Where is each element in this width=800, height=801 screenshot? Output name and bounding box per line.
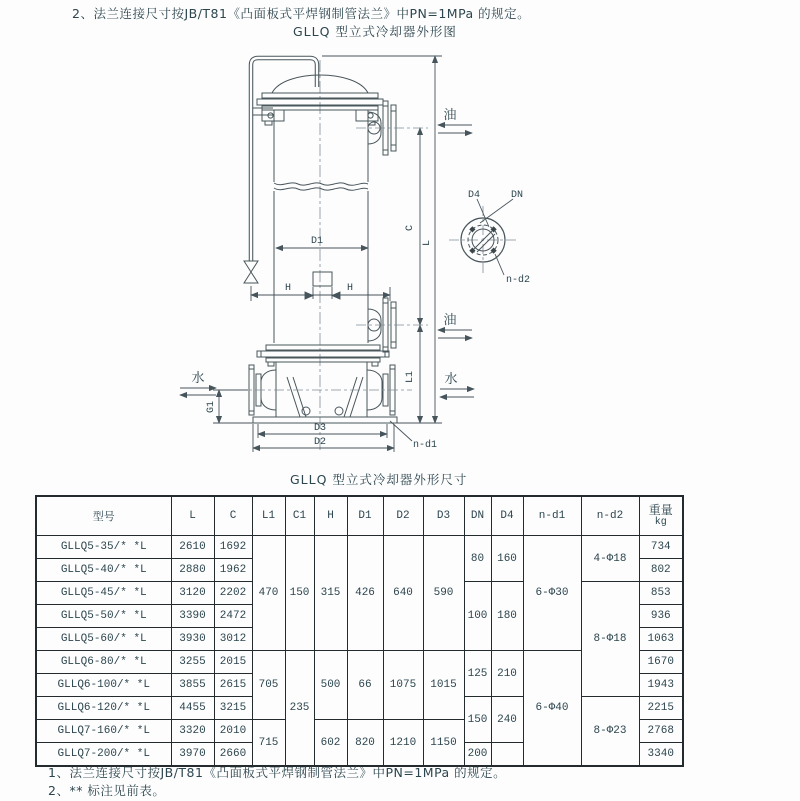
- col-header-DN: DN: [464, 496, 491, 536]
- cell-model: GLLQ6-120/* *L: [36, 697, 171, 720]
- cell-D2: 1210: [383, 720, 423, 767]
- cell-weight: 3340: [639, 743, 683, 767]
- oil-label-top: 油: [443, 108, 457, 123]
- cell-D3: 1015: [423, 651, 464, 720]
- cell-C: 2660: [214, 743, 252, 767]
- dim-l: L: [422, 239, 433, 247]
- table-title: GLLQ 型立式冷却器外形尺寸: [290, 472, 468, 487]
- cell-D4: 180: [491, 582, 523, 651]
- cell-n-d2: 4-Φ18: [581, 536, 639, 582]
- cell-D1: 820: [347, 720, 383, 767]
- cell-n-d1: 6-Φ40: [523, 651, 581, 767]
- cell-L: 2880: [171, 559, 214, 582]
- cell-weight: 2768: [639, 720, 683, 743]
- cell-L: 4455: [171, 697, 214, 720]
- table-row: [36, 536, 683, 559]
- col-header-D1: D1: [347, 496, 383, 536]
- bottom-flange: [257, 345, 389, 366]
- water-label-right: 水: [444, 372, 458, 387]
- cell-H: 500: [314, 651, 347, 720]
- cell-L: 2610: [171, 536, 214, 559]
- cell-model: GLLQ5-50/* *L: [36, 605, 171, 628]
- cell-D4: 210: [491, 651, 523, 697]
- cell-H: 315: [314, 536, 347, 651]
- cell-D4: 160: [491, 536, 523, 582]
- col-header-L: L: [171, 496, 214, 536]
- cell-C: 2015: [214, 651, 252, 674]
- dim-c: C: [405, 224, 416, 232]
- cell-C: 1692: [214, 536, 252, 559]
- cell-D3: 1150: [423, 720, 464, 767]
- cell-weight: 1063: [639, 628, 683, 651]
- cell-model: GLLQ5-35/* *L: [36, 536, 171, 559]
- vent-pipe: [244, 58, 317, 283]
- cell-DN: 100: [464, 582, 491, 651]
- cell-L1: 470: [252, 536, 285, 651]
- col-header-H: H: [314, 496, 347, 536]
- cell-D1: 66: [347, 651, 383, 720]
- cell-DN: 200: [464, 743, 491, 767]
- cell-D2: 640: [383, 536, 423, 651]
- cell-C: 2472: [214, 605, 252, 628]
- cell-weight: 802: [639, 559, 683, 582]
- dim-l1: L1: [405, 370, 416, 384]
- cell-model: GLLQ5-45/* *L: [36, 582, 171, 605]
- cell-model: GLLQ7-160/* *L: [36, 720, 171, 743]
- cell-weight: 734: [639, 536, 683, 559]
- cell-C1: 235: [285, 651, 314, 767]
- water-label-left: 水: [191, 371, 205, 386]
- dim-g1: G1: [206, 400, 217, 414]
- cell-L: 3320: [171, 720, 214, 743]
- cell-weight: 2215: [639, 697, 683, 720]
- col-header-model: 型号: [36, 496, 171, 536]
- dimension-lines: [180, 56, 474, 452]
- oil-label-bottom: 油: [443, 313, 457, 328]
- weight-unit-label: kg: [654, 517, 667, 528]
- support-skirt: [253, 377, 397, 423]
- cell-D2: 1075: [383, 651, 423, 720]
- col-header-D3: D3: [423, 496, 464, 536]
- vessel-shell: [274, 110, 368, 343]
- cell-H: 602: [314, 720, 347, 767]
- dim-d2: D2: [313, 437, 327, 448]
- col-header-n-d2: n-d2: [581, 496, 639, 536]
- cell-model: GLLQ7-200/* *L: [36, 743, 171, 767]
- cell-C: 2615: [214, 674, 252, 697]
- cell-n-d1: 6-Φ30: [523, 536, 581, 651]
- cell-D1: 426: [347, 536, 383, 651]
- col-header-C: C: [214, 496, 252, 536]
- cell-L1: 715: [252, 720, 285, 767]
- cell-C: 2010: [214, 720, 252, 743]
- cell-weight: 853: [639, 582, 683, 605]
- cell-model: GLLQ6-100/* *L: [36, 674, 171, 697]
- flange-detail-view: [449, 199, 517, 275]
- dim-d1: D1: [310, 236, 324, 247]
- dim-h-left: H: [284, 283, 292, 294]
- drain-valve-icon: [244, 261, 258, 283]
- cell-L: 3930: [171, 628, 214, 651]
- cell-model: GLLQ5-60/* *L: [36, 628, 171, 651]
- cell-DN: 80: [464, 536, 491, 582]
- drawing-title: GLLQ 型立式冷却器外形图: [293, 24, 457, 39]
- cell-D3: 590: [423, 536, 464, 651]
- cell-C: 3012: [214, 628, 252, 651]
- cell-n-d2: 8-Φ23: [581, 697, 639, 767]
- col-header-n-d1: n-d1: [523, 496, 581, 536]
- dim-d3: D3: [313, 423, 327, 434]
- cell-n-d2: 8-Φ18: [581, 582, 639, 697]
- cell-model: GLLQ6-80/* *L: [36, 651, 171, 674]
- weight-label: 重量: [648, 503, 673, 517]
- cell-L: 3970: [171, 743, 214, 767]
- dim-d4: D4: [467, 190, 481, 201]
- dim-dn: DN: [510, 190, 524, 201]
- cell-model: GLLQ5-40/* *L: [36, 559, 171, 582]
- col-header-weight: [639, 496, 683, 536]
- col-header-C1: C1: [285, 496, 314, 536]
- top-note: 2、法兰连接尺寸按JB/T81《凸面板式平焊钢制管法兰》中PN=1MPa 的规定。: [72, 6, 531, 21]
- cell-C: 2202: [214, 582, 252, 605]
- cell-DN: 150: [464, 697, 491, 743]
- col-header-L1: L1: [252, 496, 285, 536]
- cell-DN: 125: [464, 651, 491, 697]
- dim-h-right: H: [346, 283, 354, 294]
- cell-C1: 150: [285, 536, 314, 651]
- bottom-note-2: 2、** 标注见前表。: [48, 783, 166, 798]
- bottom-note-1: 1、法兰连接尺寸按JB/T81《凸面板式平焊钢制管法兰》中PN=1MPa 的规定。: [48, 765, 507, 780]
- cell-D4: 240: [491, 697, 523, 743]
- cell-L: 3255: [171, 651, 214, 674]
- cell-C: 3215: [214, 697, 252, 720]
- dim-n-d1: n-d1: [412, 440, 438, 451]
- cell-L: 3855: [171, 674, 214, 697]
- table-header-row: [36, 496, 683, 536]
- col-header-D4: D4: [491, 496, 523, 536]
- col-header-D2: D2: [383, 496, 423, 536]
- cell-L: 3390: [171, 605, 214, 628]
- cell-weight: 1943: [639, 674, 683, 697]
- dim-n-d2: n-d2: [505, 275, 531, 286]
- cell-C: 1962: [214, 559, 252, 582]
- cell-weight: 936: [639, 605, 683, 628]
- cell-weight: 1670: [639, 651, 683, 674]
- cell-L: 3120: [171, 582, 214, 605]
- nameplate: [313, 272, 332, 286]
- cell-L1: 705: [252, 651, 285, 720]
- dimension-table: [35, 495, 684, 767]
